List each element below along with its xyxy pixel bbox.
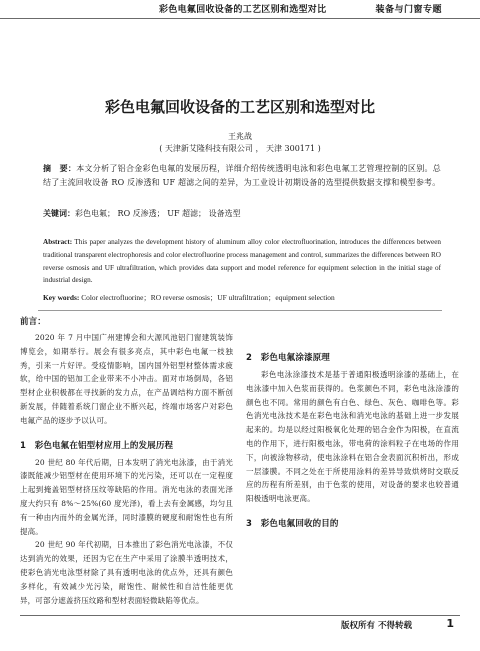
- keywords-en: [43, 292, 441, 304]
- section-1-heading: 1 彩色电氟在铝型材应用上的发展历程: [20, 440, 174, 451]
- keywords-en-text: Color electrofluorine；RO reverse osmosis；UF ultrafiltration；equipment selection: [81, 293, 335, 302]
- abstract-en: [43, 236, 441, 287]
- author: 王兆战: [228, 132, 252, 141]
- abstract-en-text: This paper analyzes the development history of aluminum alloy color electrofluorination, introduces the differences between traditional transparent electrophoresis and color electrofluorine process management and control, summarizes the differences between RO reverse osmosis and UF ultrafiltration, which provides data support and model reference for equipment selection in the initial stage of industrial design.: [43, 238, 441, 285]
- preface-heading: 前言：: [20, 317, 46, 327]
- page-header: [0, 0, 480, 19]
- body-column-left: [20, 315, 233, 607]
- keywords-cn-label: 关键词：: [43, 209, 75, 218]
- section-1-paragraph-1: 20 世纪 80 年代后期，日本发明了消光电泳漆，由于消光漆既能减少铝型材在使用环境下的光污染，还可以在一定程度上起到掩盖铝型材挤压纹等缺陷的作用。消光电泳的表面光泽度大约只有 8%～25%(60 度光泽)，看上去有金属感，均匀且有一种由内而外的金属光泽，同时漆膜的硬度和耐饱性也有所提高。: [20, 457, 233, 536]
- abstract-cn-text: 本文分析了铝合金彩色电氟的发展历程，详细介绍传统透明电泳和彩色电氟工艺管理控制的区别。总结了主流回收设备 RO 反渗透和 UF 超滤之间的差异，为工业设计初期设备的选型提供数据支撑和模型参考。: [43, 164, 441, 187]
- section-1-paragraph-2: 20 世纪 90 年代初期，日本推出了彩色消光电泳漆，不仅达到消光的效果，还因为它在生产中采用了涂膜半透明技术，使彩色消光电泳型材除了具有透明电泳的优点外，还具有颜色多样化，有效减少光污染，耐饱性、耐候性和自洁性能更优异，可部分遮盖挤压纹路和型材表面轻微缺陷等优点。: [20, 540, 233, 605]
- section-2-paragraph-1: 彩色电泳涂漆技术是基于普通阳极透明涂漆的基础上，在电泳漆中加入色浆而获得的。色浆颜色不同，彩色电泳涂漆的颜色也不同。常用的颜色有白色、绿色、灰色、咖啡色等。彩色消光电泳技术是在彩色电泳和消光电泳的基础上进一步发展起来的。均是以经过阳极氧化处理的铝合金作为阳极，在直流电的作用下，进行阳极电泳，带电荷的涂料粒子在电场的作用下，向被涂物移动，使电泳涂料在铝合金表面沉积析出，形成一层漆膜。不同之处在于所使用涂料的差异导致烘烤时交联反应的历程有所差别，由于色浆的使用，对设备的要求也较普通阳极透明电泳更高。: [246, 370, 459, 504]
- abstract-en-label: Abstract:: [43, 238, 73, 246]
- abstract-cn-label: 摘 要：: [43, 164, 77, 173]
- keywords-en-label: Key words:: [43, 293, 80, 302]
- article-title: 彩色电氟回收设备的工艺区别和选型对比: [104, 98, 375, 116]
- copyright-notice: 版权所有 不得转载: [341, 621, 412, 631]
- preface-paragraph: 2020 年 7 月中国广州建博会和大源风池铝门窗建筑装饰博览会，如期举行。展会有很多亮点，其中彩色电氟一枝独秀，引来一片好评。受疫情影响，国内国外铝型材整体需求疲软，给中国的铝加工企业带来不小冲击。面对市场倒局，各铝型材企业积极都在寻找新的发力点，在产品调结构方面不断创新发展，伴随着系统门窗企业不断兴起，终端市场客户对彩色电氟产品的逐步予以认可。: [20, 333, 233, 425]
- affiliation: ( 天津新艾隆科技有限公司 ， 天津 300171 ): [159, 144, 321, 153]
- footer-rule: [20, 615, 460, 616]
- page-footer: [0, 615, 480, 635]
- abstract-cn: [43, 162, 441, 190]
- page-number: 1: [446, 617, 454, 630]
- section-2-heading: 2 彩色电氟涂漆原理: [246, 353, 330, 363]
- keywords-cn-text: 彩色电氟； RO 反渗透； UF 超滤； 设备选型: [75, 209, 241, 218]
- column-name: 装备与门窗专题: [375, 5, 442, 15]
- running-title: 彩色电氟回收设备的工艺区别和选型对比: [159, 5, 327, 15]
- keywords-cn: [43, 208, 441, 220]
- section-3-heading: 3 彩色电氟回收的目的: [246, 518, 339, 529]
- body-column-right: [246, 315, 459, 534]
- section-divider: [38, 310, 442, 311]
